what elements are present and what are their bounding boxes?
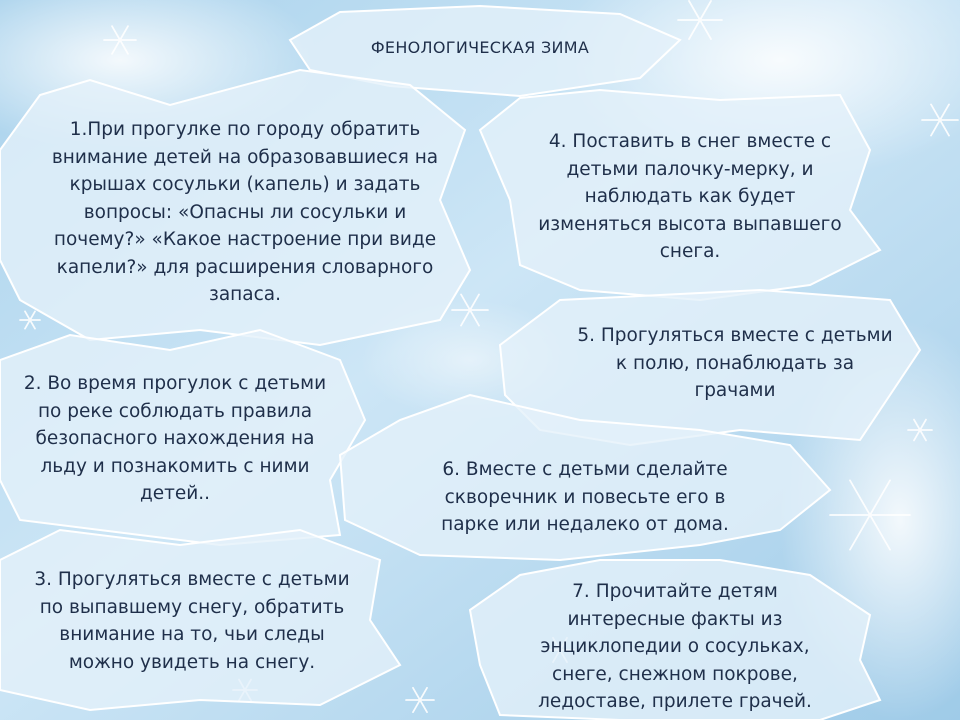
note-item-4: 4. Поставить в снег вместе с детьми палочку-мерку, и наблюдать как будет изменяться высота выпавшего снега.	[538, 131, 842, 262]
note-item-3: 3. Прогуляться вместе с детьми по выпавшему снегу, обратить внимание на то, чьи следы можно увидеть на снегу.	[34, 569, 350, 673]
note-item-5: 5. Прогуляться вместе с детьми к полю, понаблюдать за грачами	[577, 325, 893, 401]
slide-title: ФЕНОЛОГИЧЕСКАЯ ЗИМА	[370, 38, 590, 57]
note-item-6: 6. Вместе с детьми сделайте скворечник и повесьте его в парке или недалеко от дома.	[441, 459, 729, 535]
note-item-1: 1.При прогулке по городу обратить внимание детей на образовавшиеся на крышах сосульки (капель) и задать вопросы: «Опасны ли сосульки и почему?» «Какое настроение при виде капели?» для расширения словарного запаса.	[51, 119, 439, 305]
note-item-7: 7. Прочитайте детям интересные факты из энциклопедии о сосульках, снеге, снежном покрове, ледоставе, прилете грачей.	[538, 581, 812, 712]
note-item-2: 2. Во время прогулок с детьми по реке соблюдать правила безопасного нахождения на льду и познакомить с ними детей..	[23, 373, 327, 504]
